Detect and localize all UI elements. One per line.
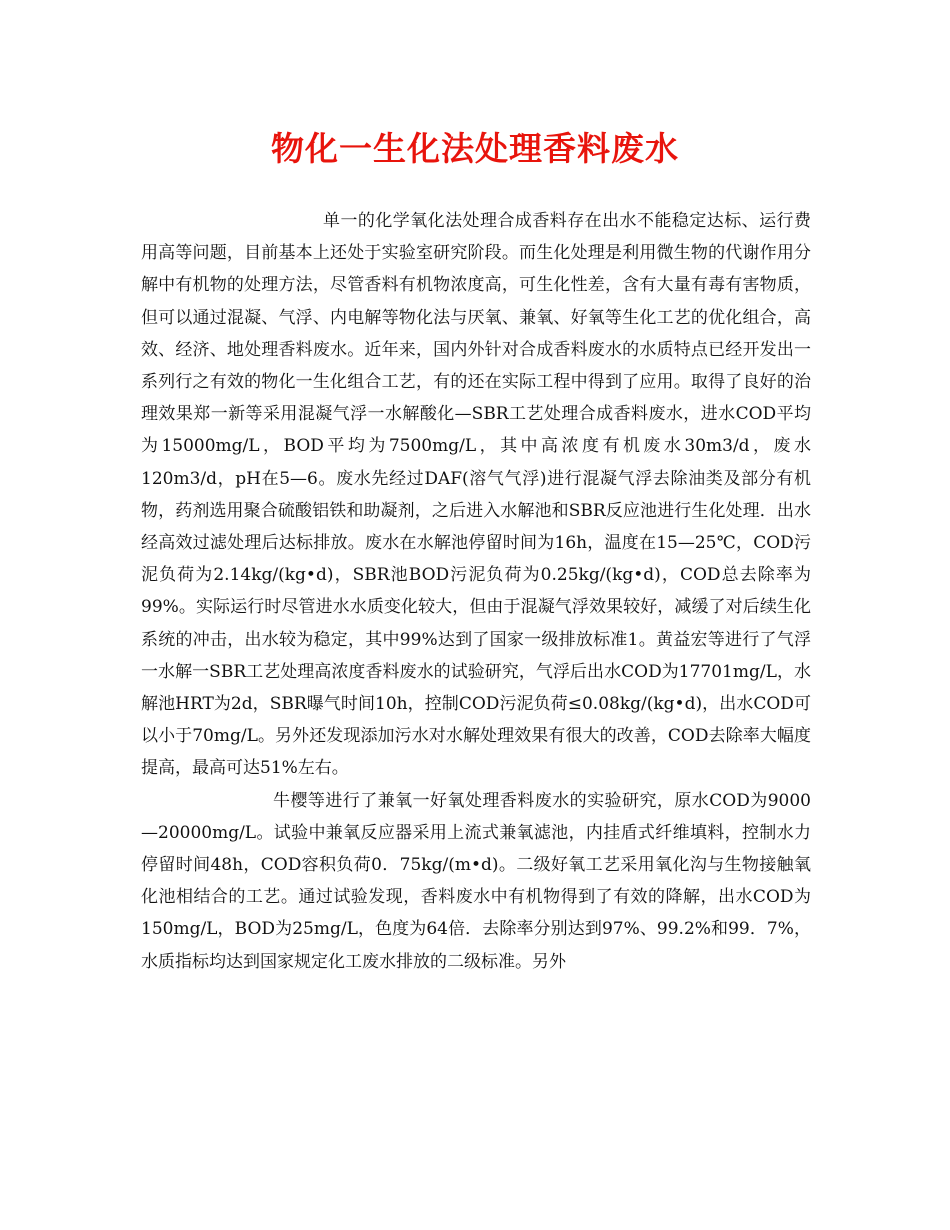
paragraph-1: 单一的化学氧化法处理合成香料存在出水不能稳定达标、运行费用高等问题，目前基本上还处于实验室研究阶段。而生化处理是利用微生物的代谢作用分解中有机物的处理方法，尽管香料有机物浓度高，可生化性差，含有大量有毒有害物质，但可以通过混凝、气浮、内电解等物化法与厌氧、兼氧、好氧等生化工艺的优化组合，高效、经济、地处理香料废水。近年来，国内外针对合成香料废水的水质特点已经开发出一系列行之有效的物化一生化组合工艺，有的还在实际工程中得到了应用。取得了良好的治理效果郑一新等采用混凝气浮一水解酸化—SBR工艺处理合成香料废水，进水COD平均为15000mg/L，BOD平均为7500mg/L，其中高浓度有机废水30m3/d，废水120m3/d，pH在5—6。废水先经过DAF(溶气气浮)进行混凝气浮去除油类及部分有机物，药剂选用聚合硫酸铝铁和助凝剂，之后进入水解池和SBR反应池进行生化处理．出水经高效过滤处理后达标排放。废水在水解池停留时间为16h，温度在15—25℃，COD污泥负荷为2.14kg/(kg•d)，SBR池BOD污泥负荷为0.25kg/(kg•d)，COD总去除率为99%。实际运行时尽管进水水质变化较大，但由于混凝气浮效果较好，减缓了对后续生化系统的冲击，出水较为稳定，其中99%达到了国家一级排放标准1。黄益宏等进行了气浮一水解一SBR工艺处理高浓度香料废水的试验研究，气浮后出水COD为17701mg/L，水解池HRT为2d，SBR曝气时间10h，控制COD污泥负荷≤0.08kg/(kg•d)，出水COD可以小于70mg/L。另外还发现添加污水对水解处理效果有很大的改善，COD去除率大幅度提高，最高可达51%左右。 — [141, 211, 811, 779]
document-body — [141, 205, 811, 978]
document-title: 物化一生化法处理香料废水 — [271, 129, 679, 168]
paragraph-2: 牛樱等进行了兼氧一好氧处理香料废水的实验研究，原水COD为9000—20000mg/L。试验中兼氧反应器采用上流式兼氧滤池，内挂盾式纤维填料，控制水力停留时间48h，COD容积负荷0．75kg/(m•d)。二级好氧工艺采用氧化沟与生物接触氧化池相结合的工艺。通过试验发现，香料废水中有机物得到了有效的降解，出水COD为150mg/L，BOD为25mg/L，色度为64倍．去除率分别达到97%、99.2%和99．7%，水质指标均达到国家规定化工废水排放的二级标准。另外 — [141, 790, 811, 972]
